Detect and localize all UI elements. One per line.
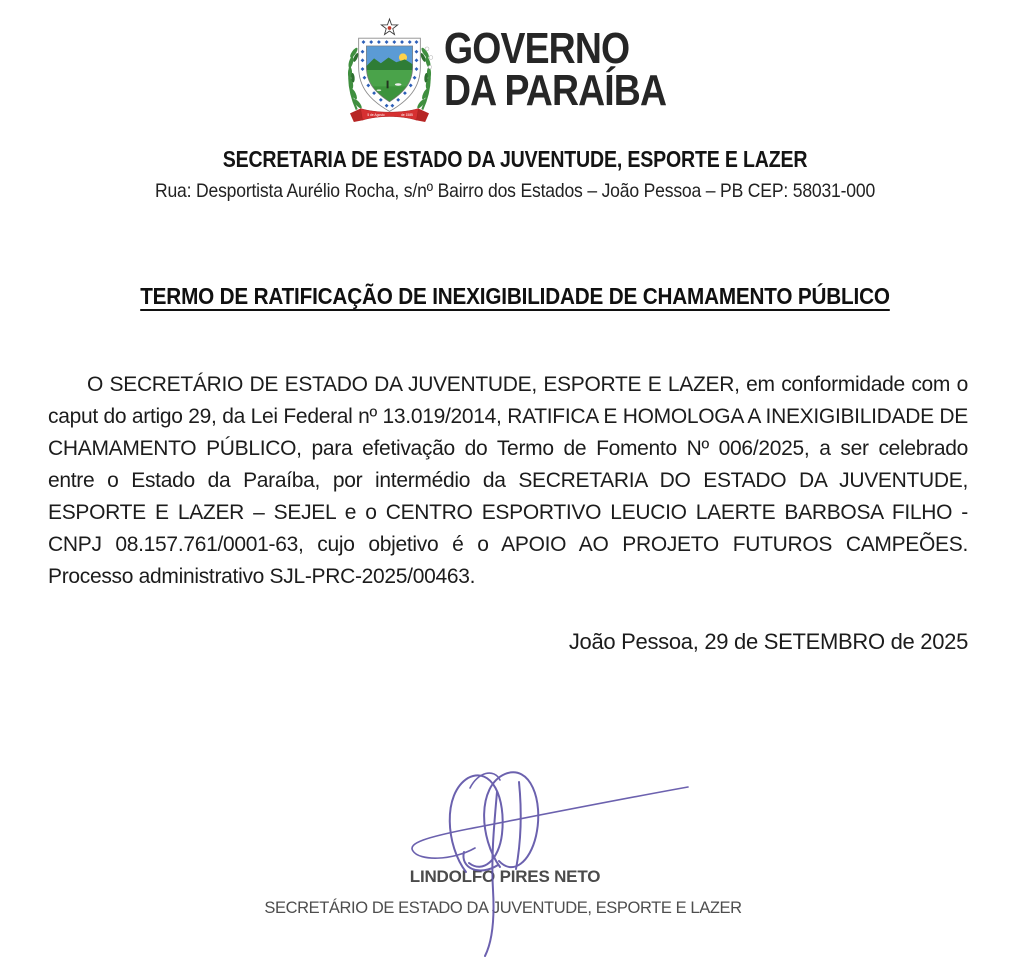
logo-wordmark (444, 24, 667, 115)
crest-ribbon-text-right: de 1585 (401, 113, 413, 118)
dateline: João Pessoa, 29 de SETEMBRO de 2025 (568, 629, 968, 654)
document-title (52, 283, 979, 310)
crest-star-icon (381, 19, 397, 35)
org-name: SECRETARIA DE ESTADO DA JUVENTUDE, ESPORTE E LAZER (222, 146, 808, 172)
handwritten-signature-ink (395, 752, 695, 957)
signatory-role: SECRETÁRIO DE ESTADO DA JUVENTUDE, ESPORTE E LAZER (264, 899, 742, 917)
signatory-name: LINDOLFO PIRES NETO (409, 867, 601, 886)
logo-wordmark-line2: DA PARAÍBA (444, 66, 667, 115)
crest-ribbon-text-left: 5 de Agosto (367, 113, 385, 118)
logo-wordmark-line1: GOVERNO (444, 24, 630, 73)
crest-shield (359, 38, 421, 111)
document-body-paragraph: O SECRETÁRIO DE ESTADO DA JUVENTUDE, ESPORTE E LAZER, em conformidade com o caput do artigo 29, da Lei Federal nº 13.019/2014, RATIFICA E HOMOLOGA A INEXIGIBILIDADE DE CHAMAMENTO PÚBLICO, para efetivação do Termo de Fomento Nº 006/2025, a ser celebrado entre o Estado da Paraíba, por intermédio da SECRETARIA DO ESTADO DA JUVENTUDE, ESPORTE E LAZER – SEJEL e o CENTRO ESPORTIVO LEUCIO LAERTE BARBOSA FILHO - CNPJ 08.157.761/0001-63, cujo objetivo é o APOIO AO PROJETO FUTUROS CAMPEÕES. Processo administrativo SJL-PRC-2025/00463. (48, 373, 968, 588)
paraiba-coat-of-arms-icon (343, 17, 436, 123)
org-address: Rua: Desportista Aurélio Rocha, s/nº Bairro dos Estados – João Pessoa – PB CEP: 58031-000 (154, 180, 876, 202)
document-title-text: TERMO DE RATIFICAÇÃO DE INEXIGIBILIDADE DE CHAMAMENTO PÚBLICO (140, 283, 890, 309)
